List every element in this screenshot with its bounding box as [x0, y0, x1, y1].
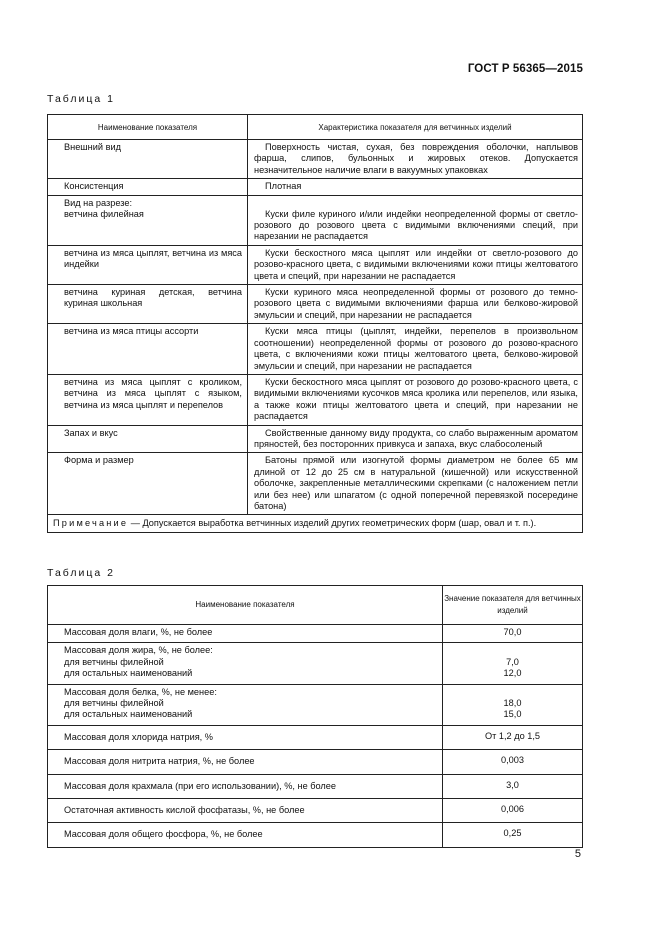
table1-row-char [248, 245, 583, 284]
table2-row-value [443, 684, 583, 725]
table2-row-name: Массовая доля нитрита натрия, %, не более [48, 750, 443, 774]
table1-row-char [248, 453, 583, 515]
table2-row-title: Массовая доля жира, %, не более: [64, 645, 213, 656]
table1-header-name: Наименование показателя [48, 115, 248, 140]
table-row [48, 750, 583, 774]
table1-header-row [48, 115, 583, 140]
table1-row-name: Форма и размер [48, 453, 248, 515]
table1-row-name: Внешний вид [48, 140, 248, 179]
table-row [48, 823, 583, 847]
table1-note [48, 515, 583, 533]
table1-note-row [48, 515, 583, 533]
table2-row-value: 0,006 [443, 799, 583, 823]
table2-row-name: Массовая доля крахмала (при его использовании), %, не более [48, 774, 443, 798]
document-code: ГОСТ Р 56365—2015 [467, 63, 583, 75]
table-row [48, 625, 583, 643]
table1-row-subname: ветчина из мяса цыплят с кроликом, ветчина из мяса цыплят с языком, ветчина из мяса цыплят и перепелов [64, 376, 242, 410]
table1-row-char-text: Куски куриного мяса неопределенной формы от розового до темно-розового цвета с видимыми включениями фарша или белково-жировой эмульсии и специй, при нарезании не распадается [254, 287, 578, 320]
table-row [48, 285, 583, 324]
table2-row-sub: для остальных наименований [64, 668, 193, 679]
table1-row-char-text: Плотная [265, 181, 302, 192]
table1 [47, 114, 583, 533]
table2-row-title: Массовая доля белка, %, не менее: [64, 686, 217, 697]
table1-row-name [48, 285, 248, 324]
table1-row-char [248, 324, 583, 375]
table1-row-char [248, 140, 583, 179]
table1-row-char [248, 285, 583, 324]
table1-row-char [248, 425, 583, 453]
table-row [48, 725, 583, 749]
table1-row-char-text: Куски филе куриного и/или индейки неопределенной формы от светло-розового до розового цвета с видимыми включениями специй, при нарезании не распадается [254, 208, 578, 242]
table1-row-char-text: Свойственные данному виду продукта, со слабо выраженным ароматом пряностей, без посторонних привкуса и запаха, вкус слабосоленый [254, 427, 578, 449]
table1-row-char-text: Куски бескостного мяса цыплят или индейки от светло-розового до розово-красного цвета, с видимыми включениями кожи птицы желтоватого цвета и специй, при нарезании не распадается [254, 247, 578, 281]
table-row [48, 799, 583, 823]
table1-row-group-label: Вид на разрезе: [64, 197, 133, 208]
table1-row-subname: ветчина филейная [64, 209, 144, 220]
table2-row-subvalue: 12,0 [503, 668, 522, 679]
table1-row-subname: ветчина куриная детская, ветчина куриная школьная [64, 287, 242, 309]
table2-row-name [48, 684, 443, 725]
table2-row-value: От 1,2 до 1,5 [443, 725, 583, 749]
table-row [48, 643, 583, 684]
table-row [48, 195, 583, 245]
page-number: 5 [574, 848, 581, 860]
table1-row-name: Консистенция [48, 179, 248, 195]
table-row [48, 684, 583, 725]
table1-row-name: Запах и вкус [48, 425, 248, 453]
table-row [48, 374, 583, 425]
table1-row-name [48, 245, 248, 284]
table2-row-sub: для ветчины филейной [64, 698, 164, 709]
table-row [48, 140, 583, 179]
table2-row-value: 70,0 [443, 625, 583, 643]
table1-row-char [248, 374, 583, 425]
table2-row-sub: для ветчины филейной [64, 656, 164, 667]
table-row [48, 245, 583, 284]
table2-row-name: Массовая доля влаги, %, не более [48, 625, 443, 643]
table-row [48, 324, 583, 375]
table2-header-name: Наименование показателя [48, 586, 443, 625]
table-row [48, 179, 583, 195]
table2-row-name [48, 643, 443, 684]
note-text: — Допускается выработка ветчинных изделий других геометрических форм (шар, овал и т. п.). [128, 518, 537, 529]
table1-caption: Таблица 1 [47, 93, 115, 105]
table-row [48, 425, 583, 453]
table1-row-name [48, 195, 248, 245]
table1-row-char-text: Куски мяса птицы (цыплят, индейки, перепелов в произвольном соотношении) неопределенной формы от розового до розово-красного цвета, с включениями кожи птицы желтоватого цвета, белково-жировой эмульсии и специй, при нарезании не распадается [254, 326, 578, 371]
table2-row-value: 0,003 [443, 750, 583, 774]
table1-row-char [248, 179, 583, 195]
table-row [48, 453, 583, 515]
table2-row-sub: для остальных наименований [64, 709, 193, 720]
table2-row-value: 0,25 [443, 823, 583, 847]
table1-row-char [248, 195, 583, 245]
table2-row-value: 3,0 [443, 774, 583, 798]
table2-row-name: Массовая доля хлорида натрия, % [48, 725, 443, 749]
table2-row-name: Остаточная активность кислой фосфатазы, %, не более [48, 799, 443, 823]
table1-row-name [48, 324, 248, 375]
table1-row-subname: ветчина из мяса цыплят, ветчина из мяса индейки [64, 247, 242, 270]
table1-row-name [48, 374, 248, 425]
table2 [47, 585, 583, 848]
table1-row-char-text: Батоны прямой или изогнутой формы диаметром не более 65 мм длиной от 12 до 25 см в натуральной (кишечной) или искусственной оболочке, закрепленные металлическими скрепками (с наложением петли или без нее) или шпагатом (с одной поперечной перевязкой посередине батона) [254, 455, 578, 511]
table2-row-subvalue: 18,0 [503, 698, 522, 709]
table2-row-value [443, 643, 583, 684]
table2-row-name: Массовая доля общего фосфора, %, не более [48, 823, 443, 847]
table2-row-subvalue: 7,0 [506, 656, 519, 667]
table1-row-char-text: Куски бескостного мяса цыплят от розового до розово-красного цвета, с видимыми включениями кусочков мяса кролика или перепелов, или языка, а также кожи птицы желтоватого цвета и специй, при нарезании не распадается [254, 376, 578, 422]
note-label: Примечание [53, 518, 129, 529]
table1-header-char: Характеристика показателя для ветчинных изделий [248, 115, 583, 140]
table2-row-subvalue: 15,0 [503, 709, 522, 720]
table1-row-char-text: Поверхность чистая, сухая, без повреждения оболочки, наплывов фарша, слипов, бульонных и жировых отеков. Допускается незначительное наличие влаги в вакуумных упаковках [254, 142, 578, 175]
table-row [48, 774, 583, 798]
table2-caption: Таблица 2 [47, 567, 115, 579]
table1-row-subname: ветчина из мяса птицы ассорти [64, 326, 199, 337]
table2-header-row [48, 586, 583, 625]
table2-header-value: Значение показателя для ветчинных изделий [443, 586, 583, 625]
